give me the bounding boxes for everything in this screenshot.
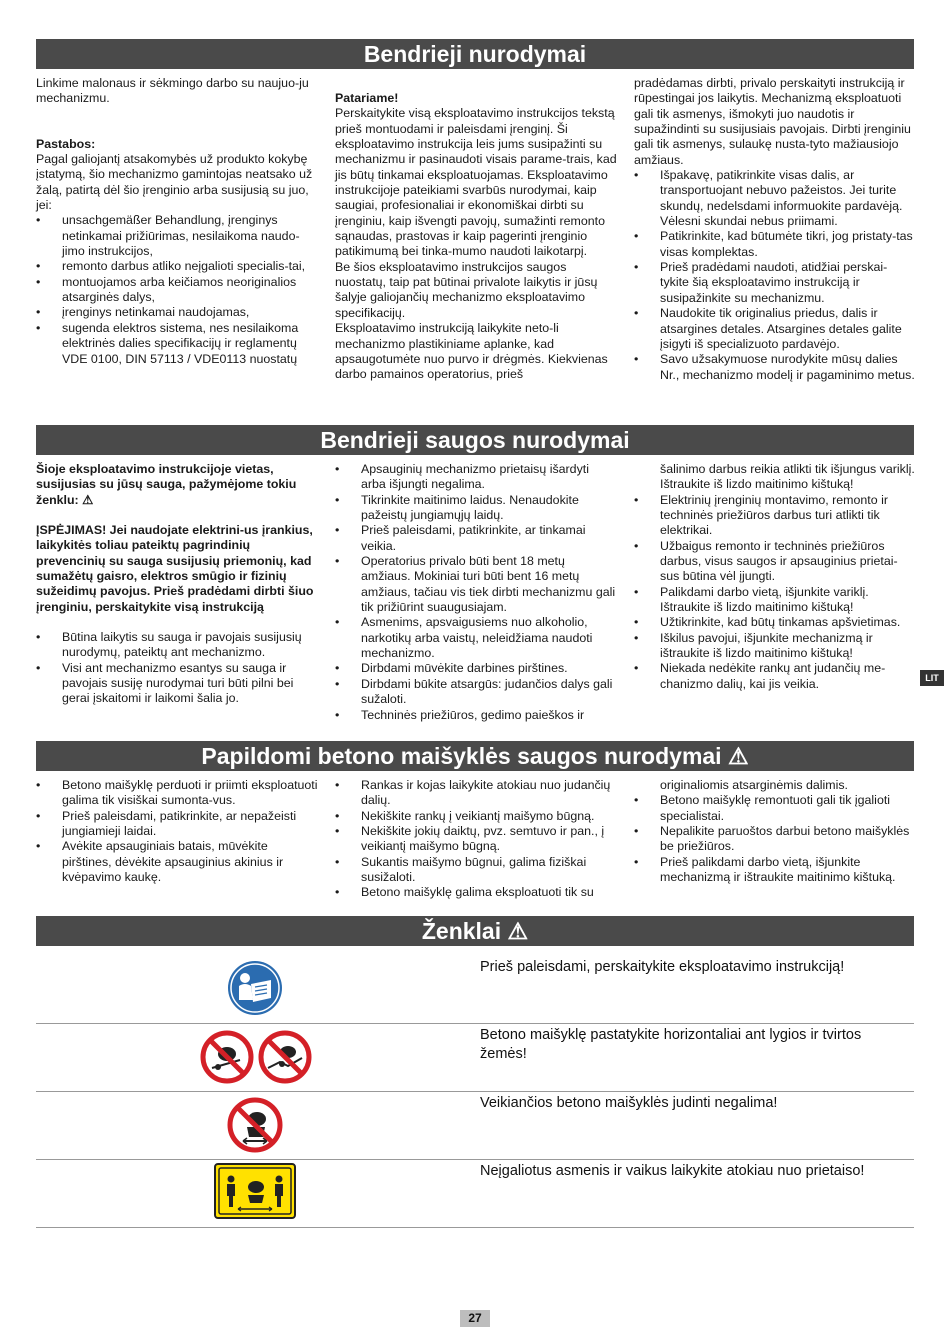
general-col-3 xyxy=(634,76,916,383)
list-item: • Nekiškite jokių daiktų, pvz. semtuvo ir pan., į veikiantį maišymo būgną. xyxy=(335,824,617,855)
advice-heading: Patariame! xyxy=(335,91,399,105)
safety-col1-list xyxy=(36,630,318,707)
list-item: • įrenginys netinkamai naudojamas, xyxy=(36,305,318,320)
list-item: • remonto darbus atliko neįgalioti specialis-tai, xyxy=(36,259,318,274)
list-item: • Iškilus pavojui, išjunkite mechanizmą ir ištraukite iš lizdo maitinimo kištuką! xyxy=(634,631,916,662)
section-title-safety: Bendrieji saugos nurodymai xyxy=(36,425,914,455)
notes-list xyxy=(36,213,318,366)
keep-distance-warning-icon xyxy=(214,1163,296,1219)
list-item: • Dirbdami mūvėkite darbines pirštines. xyxy=(335,661,617,676)
list-item: • Prieš paleisdami, patikrinkite, ar tinkamai veikia. xyxy=(335,523,617,554)
notes-text: Pagal galiojantį atsakomybės už produkto kokybę įstatymą, šio mechanizmo gamintojas neatsako už žalą, patirtą dėl šio įrenginio arba susijusią su juo, jei: xyxy=(36,152,313,213)
section-title-mixer: Papildomi betono maišyklės saugos nurodymai ⚠ xyxy=(36,741,914,771)
list-item: • Nekiškite rankų į veikiantį maišymo būgną. xyxy=(335,809,617,824)
list-item: • Būtina laikytis su sauga ir pavojais susijusių nurodymų, pateiktų ant mechanizmo. xyxy=(36,630,318,661)
advice-para-2: Be šios eksploatavimo instrukcijos saugos nuostatų, taip pat būtinai privalote laikytis ir jūsų šalyje galiojančių mechanizmo eksploatavimo specifikacijų. xyxy=(335,259,598,320)
list-item: • Naudokite tik originalius priedus, dalis ir atsargines detales. Atsargines detales galite įsigyti iš specializuoto pardavėjo. xyxy=(634,306,916,352)
list-item: • Savo užsakymuose nurodykite mūsų dalies Nr., mechanizmo modelį ir pagaminimo metus. xyxy=(634,352,916,383)
safety-col-2 xyxy=(335,462,617,723)
language-tab: LIT xyxy=(920,670,944,686)
list-item-continued: originaliomis atsarginėmis dalimis. xyxy=(660,778,848,792)
safety-col3-list xyxy=(634,462,916,692)
list-item: • Operatorius privalo būti bent 18 metų amžiaus. Mokiniai turi būti bent 16 metų amžiaus, tačiau vis tiek dirbti mechanizmu gali tik prižiūrint suaugusiajam. xyxy=(335,554,617,615)
page-number: 27 xyxy=(460,1310,490,1327)
read-manual-icon xyxy=(227,960,283,1016)
list-item: • Betono maišyklę perduoti ir priimti eksploatuoti galima tik visiškai sumonta-vus. xyxy=(36,778,318,809)
list-item: • montuojamos arba keičiamos neoriginalios atsarginės dalys, xyxy=(36,275,318,306)
general-col3-list xyxy=(634,168,916,383)
sign-text-level-ground: Betono maišyklę pastatykite horizontaliai ant lygios ir tvirtos žemės! xyxy=(480,1027,862,1062)
list-item: • Sukantis maišymo būgnui, galima fiziškai susižaloti. xyxy=(335,855,617,886)
list-item: • unsachgemäßer Behandlung, įrenginys netinkamai prižiūrimas, nesilaikoma naudo-jimo instrukcijos, xyxy=(36,213,318,259)
safety-col2-list xyxy=(335,462,617,723)
mixer-col-2 xyxy=(335,778,617,901)
list-item: • Palikdami darbo vietą, išjunkite variklį. Ištraukite iš lizdo maitinimo kištuką! xyxy=(634,585,916,616)
section-title-general: Bendrieji nurodymai xyxy=(36,39,914,69)
list-item: • Prieš paleisdami, patikrinkite, ar nepažeisti jungiamieji laidai. xyxy=(36,809,318,840)
list-item: • Dirbdami būkite atsargūs: judančios dalys gali sužaloti. xyxy=(335,677,617,708)
section-title-signs: Ženklai ⚠ xyxy=(36,916,914,946)
general-col3-text: pradėdamas dirbti, privalo perskaityti instrukciją ir rūpestingai jos laikytis. Mechanizmą eksploatuoti gali tik asmenys, išmokyti juo naudotis ir supažindinti su susijusiais pavojais. Dirbti įrenginiu gali tik asmenys, sulaukę nusta-tyto mažiausiojo amžiaus. xyxy=(634,76,911,167)
sign-text-read-manual: Prieš paleisdami, perskaitykite eksploatavimo instrukciją! xyxy=(480,959,845,975)
no-moving-running-mixer-icon xyxy=(227,1097,283,1153)
mixer-col-1 xyxy=(36,778,318,885)
list-item: • Nepalikite paruoštos darbui betono maišyklės be priežiūros. xyxy=(634,824,916,855)
list-item: • Patikrinkite, kad būtumėte tikri, jog pristaty-tas visas komplektas. xyxy=(634,229,916,260)
list-item: • Užbaigus remonto ir techninės priežiūros darbus, visus saugos ir apsauginius prietai-sus būtina vėl įjungti. xyxy=(634,539,916,585)
list-item: • sugenda elektros sistema, nes nesilaikoma elektrinės dalies specifikacijų ir reglamentų VDE 0100, DIN 57113 / VDE0113 nuostatų xyxy=(36,321,318,367)
notes-heading: Pastabos: xyxy=(36,136,96,151)
list-item: • Niekada nedėkite rankų ant judančių me-chanizmo dalių, kai jis veikia. xyxy=(634,661,916,692)
list-item: • Užtikrinkite, kad būtų tinkamas apšvietimas. xyxy=(634,615,916,630)
list-item: • Asmenims, apsvaigusiems nuo alkoholio, narkotikų arba vaistų, neleidžiama naudoti mechanizmo. xyxy=(335,615,617,661)
list-item: • Prieš palikdami darbo vietą, išjunkite mechanizmą ir ištraukite maitinimo kištuką. xyxy=(634,855,916,886)
list-item-continued: šalinimo darbus reikia atlikti tik išjungus variklį. Ištraukite iš lizdo maitinimo kištuką! xyxy=(660,462,915,492)
list-item: • Techninės priežiūros, gedimo paieškos ir xyxy=(335,708,617,723)
mixer-col-3 xyxy=(634,778,916,885)
sign-text-keep-away: Neįgaliotus asmenis ir vaikus laikykite atokiau nuo prietaiso! xyxy=(480,1163,865,1179)
list-item: • Visi ant mechanizmo esantys su sauga ir pavojais susiję nurodymai turi būti pilni bei gerai įskaitomi ir laikomi šalia jo. xyxy=(36,661,318,707)
list-item: • Betono maišyklę galima eksploatuoti tik su xyxy=(335,885,617,900)
safety-col-3 xyxy=(634,462,916,692)
list-item: • Elektrinių įrenginių montavimo, remonto ir techninės priežiūros darbus turi atlikti tik elektrikai. xyxy=(634,493,916,539)
mixer-col2-list xyxy=(335,778,617,901)
list-item: • Išpakavę, patikrinkite visas dalis, ar transportuojant nebuvo pažeistos. Jei turite skundų, nedelsdami informuokite pardavėją. Vėlesni skundai nebus priimami. xyxy=(634,168,916,229)
general-intro: Linkime malonaus ir sėkmingo darbo su naujuo-ju mechanizmu. xyxy=(36,76,309,106)
sign-text-no-moving: Veikiančios betono maišyklės judinti negalima! xyxy=(480,1095,778,1111)
safety-bold-1: Šioje eksploatavimo instrukcijoje vietas, susijusias su jūsų sauga, pažymėjome tokiu ženklu: ⚠ xyxy=(36,462,297,507)
mixer-col3-list xyxy=(634,778,916,885)
list-item: • Apsauginių mechanizmo prietaisų išardyti arba išjungti negalima. xyxy=(335,462,617,493)
advice-text: Perskaitykite visą eksploatavimo instrukcijos tekstą prieš montuodami ir paleisdami įrenginį. Ši eksploatavimo instrukcija leis jums susipažinti su mechanizmu ir pasinaudoti visais parame-trais, kad jis būtų tinkamai eksploatuojamas. Eksploatavimo instrukcijoje pateikiami svarbūs nurodymai, kaip saugiai, profesionaliai ir ekonomiškai dirbti su įrenginiu, kaip išvengti pavojų, sumažinti remonto sąnaudas, prastovas ir kaip pagerinti įrenginio patikimumą bei tinka-mumo naudoti laikotarpį. xyxy=(335,106,617,259)
list-item: • Tikrinkite maitinimo laidus. Nenaudokite pažeistų jungiamųjų laidų. xyxy=(335,493,617,524)
general-col-2 xyxy=(335,91,617,383)
general-col-1 xyxy=(36,76,318,367)
list-item: • Rankas ir kojas laikykite atokiau nuo judančių dalių. xyxy=(335,778,617,809)
safety-warning: ĮSPĖJIMAS! Jei naudojate elektrini-us įrankius, laikykitės toliau pateiktų pagrindinių prevencinių su sauga susijusių priemonių, kad sumažėtų gaisro, elektros smūgio ir fizinių sužeidimų pavojus. Prieš pradėdami dirbti šiuo įrenginiu, perskaitykite visą instrukciją xyxy=(36,523,314,614)
list-item: • Betono maišyklę remontuoti gali tik įgalioti specialistai. xyxy=(634,793,916,824)
no-uneven-ground-icon xyxy=(258,1030,312,1084)
advice-para-3: Eksploatavimo instrukciją laikykite neto-li mechanizmo plastikiniame aplanke, kad apsaugotumėte nuo purvo ir drėgmės. Kiekvienas darbo pamainos operatorius, prieš xyxy=(335,321,608,382)
safety-col-1 xyxy=(36,462,318,707)
mixer-col1-list xyxy=(36,778,318,885)
no-tilted-mixer-icon xyxy=(200,1030,254,1084)
list-item: • Avėkite apsauginiais batais, mūvėkite pirštines, dėvėkite apsauginius akinius ir kvėpavimo kaukę. xyxy=(36,839,318,885)
list-item: • Prieš pradėdami naudoti, atidžiai perskai-tykite šią eksploatavimo instrukciją ir susipažinkite su mechanizmu. xyxy=(634,260,916,306)
